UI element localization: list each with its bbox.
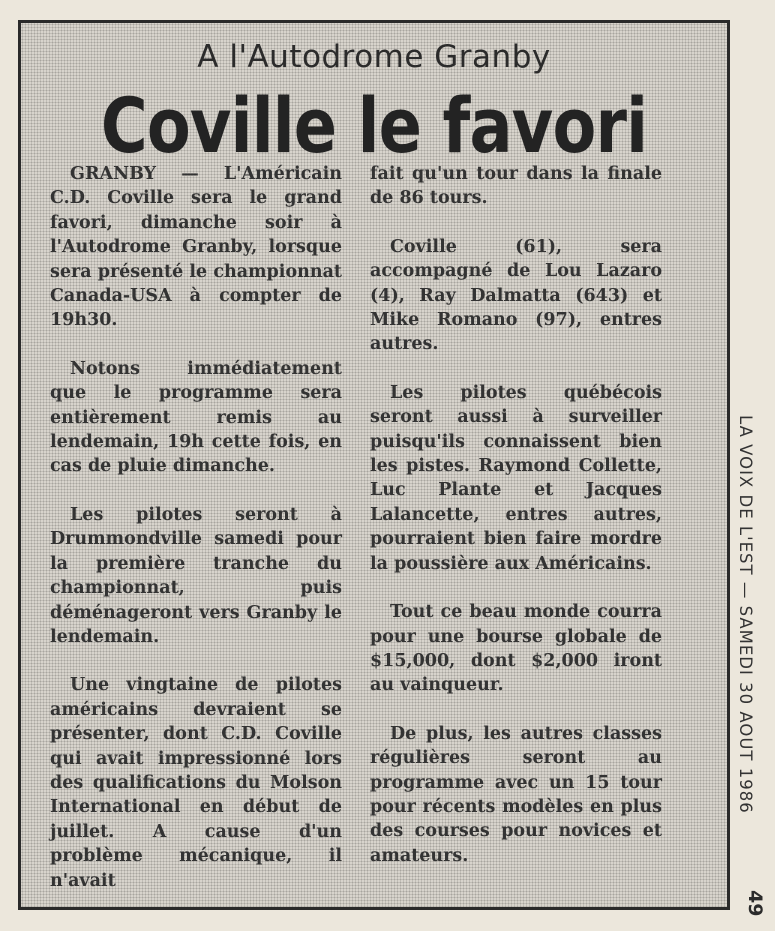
paragraph: GRANBY — L'Américain C.D. Coville sera le grand favori, dimanche soir à l'Autodrome Granby, lorsque sera présenté le championnat Canada-USA à compter de 19h30.	[50, 164, 342, 331]
source-credit	[736, 415, 770, 885]
paragraph: Une vingtaine de pilotes américains devraient se présenter, dont C.D. Coville qui avait impressionné lors des qualifications du Molson International en début de juillet. A cause d'un problème mécanique, il n'avait	[50, 675, 342, 891]
article-headline: Coville le favori	[100, 81, 648, 170]
page-number-text: 49	[744, 890, 766, 917]
article-kicker: A l'Autodrome Granby	[197, 39, 551, 75]
paragraph: Notons immédiatement que le programme sera entièrement remis au lendemain, 19h cette fois, en cas de pluie dimanche.	[50, 358, 342, 477]
article-column-left	[50, 162, 342, 917]
paragraph: Tout ce beau monde courra pour une bourse globale de $15,000, dont $2,000 iront au vainqueur.	[370, 602, 662, 696]
page-number	[744, 890, 768, 930]
paragraph: De plus, les autres classes régulières seront au programme avec un 15 tour pour récents modèles en plus des courses pour novices et amateurs.	[370, 723, 662, 866]
article-column-right	[370, 162, 662, 892]
source-credit-text: LA VOIX DE L'EST — SAMEDI 30 AOUT 1986	[736, 415, 755, 814]
paragraph: Les pilotes seront à Drummondville samedi pour la première tranche du championnat, puis déménageront vers Granby le lendemain.	[50, 504, 342, 647]
paragraph: Les pilotes québécois seront aussi à surveiller puisqu'ils connaissent bien les pistes. Raymond Collette, Luc Plante et Jacques Lalancette, entres autres, pourraient bien faire mordre la poussière aux Américains.	[370, 382, 662, 574]
paragraph: Coville (61), sera accompagné de Lou Lazaro (4), Ray Dalmatta (643) et Mike Romano (97), entres autres.	[370, 236, 662, 355]
paragraph-continued: fait qu'un tour dans la finale de 86 tours.	[370, 164, 662, 209]
